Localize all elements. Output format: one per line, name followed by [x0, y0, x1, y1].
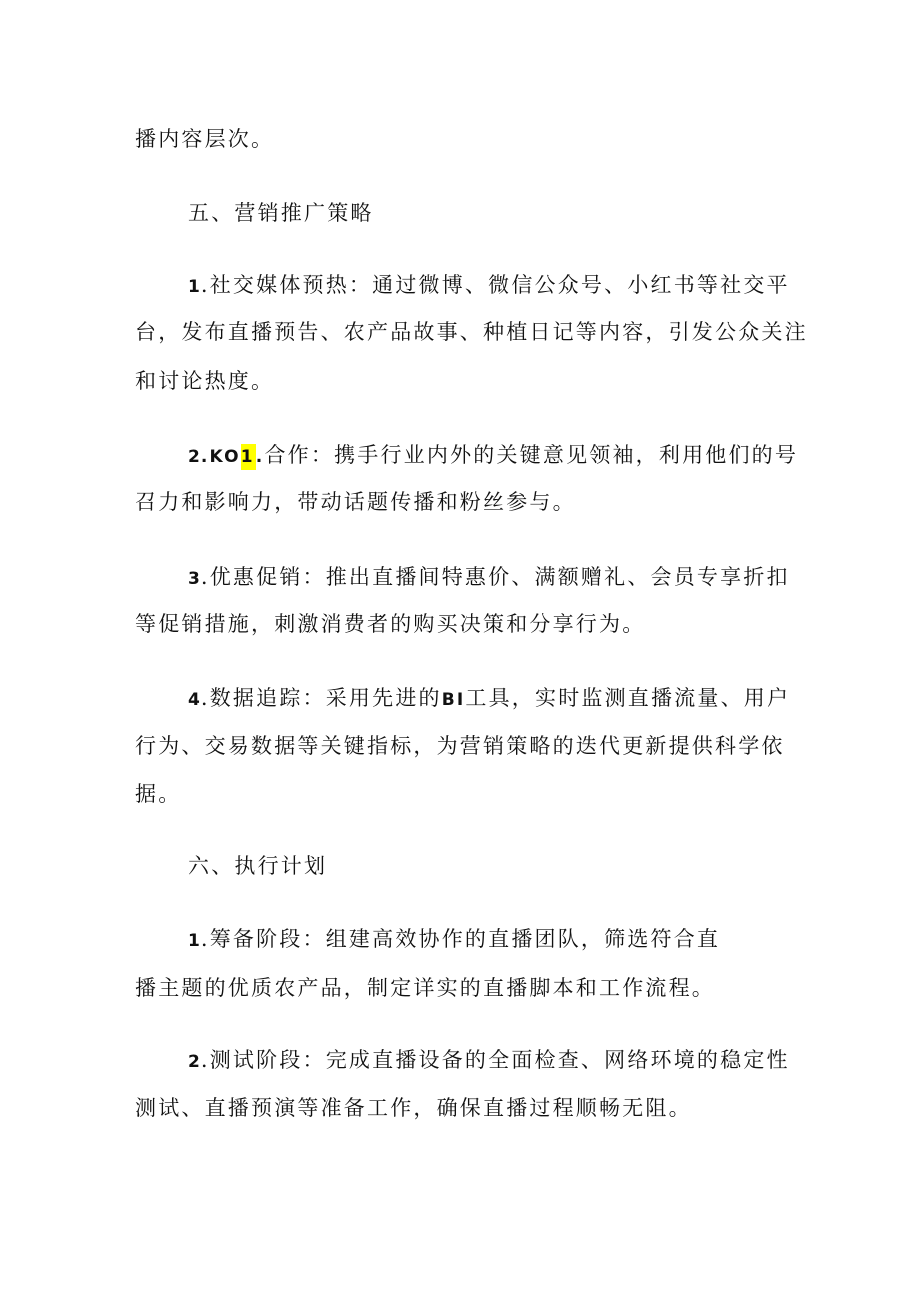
list-number: 2: [188, 1052, 201, 1072]
list-item-5-3-line-2: 等促销措施，刺激消费者的购买决策和分享行为。: [135, 612, 646, 636]
list-item-5-1-line-2: 台，发布直播预告、农产品故事、种植日记等内容，引发公众关注: [135, 320, 808, 344]
list-number: 1: [188, 931, 201, 951]
list-item-5-4-line-1: [188, 684, 790, 714]
list-number: 4: [188, 690, 201, 710]
list-text: 工具，实时监测直播流量、用户: [465, 686, 791, 710]
list-item-6-1-line-2: 播主题的优质农产品，制定详实的直播脚本和工作流程。: [135, 976, 715, 1000]
list-text: .数据追踪：采用先进的: [200, 686, 442, 710]
list-item-5-1-line-3: 和讨论热度。: [135, 369, 275, 393]
list-item-6-2-line-1: [188, 1046, 790, 1076]
list-item-5-3-line-1: [188, 563, 790, 593]
highlighted-text: 1: [241, 444, 256, 470]
list-text: .优惠促销：推出直播间特惠价、满额赠礼、会员专享折扣: [200, 565, 790, 589]
list-item-5-2-line-2: 召力和影响力，带动话题传播和粉丝参与。: [135, 490, 576, 514]
list-item-6-2-line-2: 测试、直播预演等准备工作，确保直播过程顺畅无阻。: [135, 1096, 692, 1120]
list-item-5-1-line-1: [188, 271, 790, 301]
list-text-prefix: .KO: [200, 447, 241, 467]
list-number: 2: [188, 447, 201, 467]
list-item-5-2-line-1: [188, 441, 798, 471]
list-text-mark: .: [255, 447, 265, 467]
section-heading-5: 五、营销推广策略: [188, 201, 374, 225]
list-text: .筹备阶段：组建高效协作的直播团队，筛选符合直: [200, 927, 721, 951]
list-text-bi: BI: [441, 690, 466, 710]
section-heading-6: 六、执行计划: [188, 854, 328, 878]
paragraph-line: 播内容层次。: [135, 127, 275, 151]
list-item-5-4-line-3: 据。: [135, 782, 182, 806]
list-text: .测试阶段：完成直播设备的全面检查、网络环境的稳定性: [200, 1048, 790, 1072]
list-text: .社交媒体预热：通过微博、微信公众号、小红书等社交平: [200, 273, 790, 297]
list-text: 合作：携手行业内外的关键意见领袖，利用他们的号: [264, 443, 799, 467]
list-number: 1: [188, 277, 201, 297]
list-item-5-4-line-2: 行为、交易数据等关键指标，为营销策略的迭代更新提供科学依: [135, 734, 785, 758]
list-number: 3: [188, 569, 201, 589]
list-item-6-1-line-1: [188, 925, 720, 955]
